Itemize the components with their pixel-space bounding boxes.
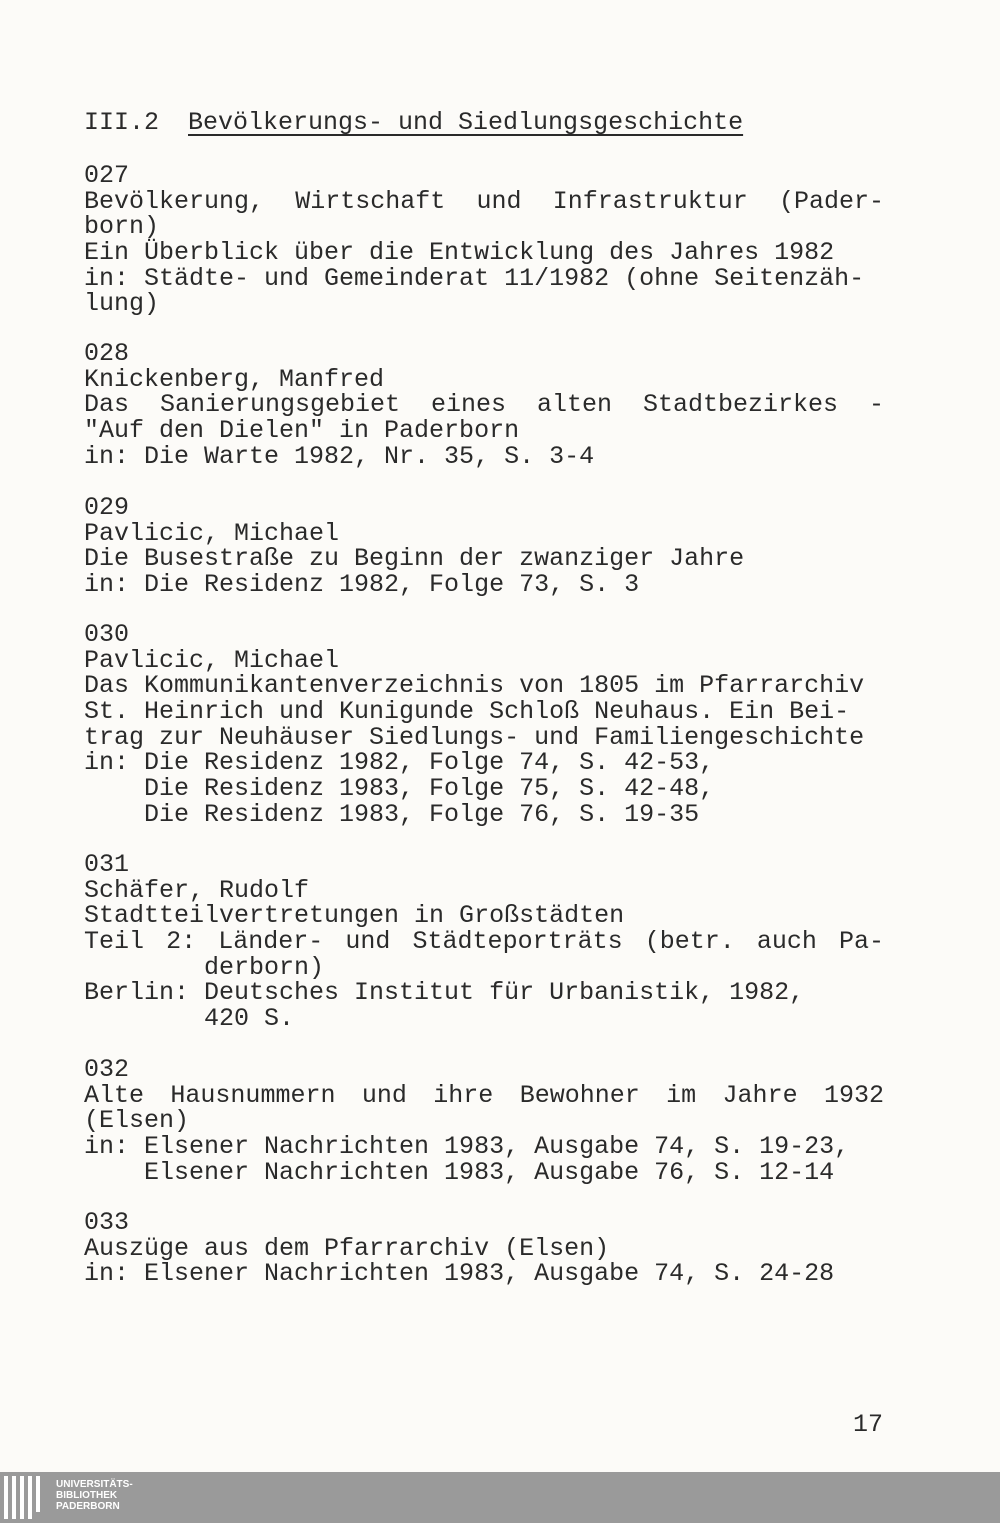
entry-line: Pavlicic, Michael xyxy=(84,645,340,675)
entry-line: St. Heinrich und Kunigunde Schloß Neuhaus. Ein Bei- xyxy=(84,697,850,727)
entry-line: Bevölkerung, Wirtschaft und Infrastruktur (Pader- xyxy=(84,186,884,216)
entry-line: Berlin: Deutsches Institut für Urbanistik, 1982, xyxy=(84,978,805,1008)
entry-line: in: Die Residenz 1982, Folge 73, S. 3 xyxy=(84,570,640,600)
logo-line: UNIVERSITÄTS- xyxy=(56,1479,133,1490)
library-footer xyxy=(0,1472,1000,1523)
entry-line: 420 S. xyxy=(84,1004,295,1034)
entry-line: Ein Überblick über die Entwicklung des Jahres 1982 xyxy=(84,238,835,268)
entry-number: 030 xyxy=(84,620,130,649)
entry-number: 028 xyxy=(84,339,130,368)
library-logo-text xyxy=(56,1479,133,1512)
entry-line: Pavlicic, Michael xyxy=(84,518,340,548)
bibliography-entry xyxy=(84,341,884,469)
entry-line: Elsener Nachrichten 1983, Ausgabe 76, S. 12-14 xyxy=(84,1157,835,1187)
entry-line: Alte Hausnummern und ihre Bewohner im Jahre 1932 xyxy=(84,1080,884,1110)
entry-line: born) xyxy=(84,212,160,242)
entry-line: Auszüge aus dem Pfarrarchiv (Elsen) xyxy=(84,1233,610,1263)
bibliography-entry xyxy=(84,622,884,828)
logo-line: BIBLIOTHEK xyxy=(56,1490,118,1501)
entry-line: in: Elsener Nachrichten 1983, Ausgabe 74, S. 19-23, xyxy=(84,1132,850,1162)
page-number: 17 xyxy=(852,1410,883,1439)
bibliography-entry xyxy=(84,852,884,1032)
entry-line: trag zur Neuhäuser Siedlungs- und Familiengeschichte xyxy=(84,722,865,752)
entry-line: lung) xyxy=(84,289,160,319)
entry-line: (Elsen) xyxy=(84,1106,190,1136)
entry-number: 029 xyxy=(84,493,130,522)
entry-line: in: Die Warte 1982, Nr. 35, S. 3-4 xyxy=(84,441,595,471)
entry-line: Die Busestraße zu Beginn der zwanziger Jahre xyxy=(84,544,745,574)
bibliography-entry xyxy=(84,1210,884,1287)
entry-number: 031 xyxy=(84,850,130,879)
entry-line: in: Städte- und Gemeinderat 11/1982 (ohne Seitenzäh- xyxy=(84,263,865,293)
bibliography-entry xyxy=(84,495,884,598)
section-title: Bevölkerungs- und Siedlungsgeschichte xyxy=(188,108,744,137)
entry-line: Die Residenz 1983, Folge 75, S. 42-48, xyxy=(84,774,715,804)
entry-line: Stadtteilvertretungen in Großstädten xyxy=(84,901,625,931)
entry-number: 032 xyxy=(84,1055,130,1084)
entry-line: Teil 2: Länder- und Städteporträts (betr. auch Pa- xyxy=(84,927,884,957)
section-heading xyxy=(84,108,743,138)
section-number: III.2 xyxy=(84,108,160,137)
entry-line: "Auf den Dielen" in Paderborn xyxy=(84,416,520,446)
entry-line: Das Sanierungsgebiet eines alten Stadtbezirkes - xyxy=(84,390,884,420)
entry-line: derborn) xyxy=(84,952,325,982)
entry-line: in: Die Residenz 1982, Folge 74, S. 42-53, xyxy=(84,748,715,778)
bibliography-entry xyxy=(84,1057,884,1185)
entry-line: Die Residenz 1983, Folge 76, S. 19-35 xyxy=(84,799,700,829)
logo-line: PADERBORN xyxy=(56,1501,120,1512)
entry-number: 027 xyxy=(84,161,130,190)
entry-line: Schäfer, Rudolf xyxy=(84,875,310,905)
bibliography-entry xyxy=(84,163,884,317)
entry-number: 033 xyxy=(84,1208,130,1237)
entry-line: Knickenberg, Manfred xyxy=(84,364,385,394)
entry-line: in: Elsener Nachrichten 1983, Ausgabe 74, S. 24-28 xyxy=(84,1259,835,1289)
entry-line: Das Kommunikantenverzeichnis von 1805 im Pfarrarchiv xyxy=(84,671,865,701)
